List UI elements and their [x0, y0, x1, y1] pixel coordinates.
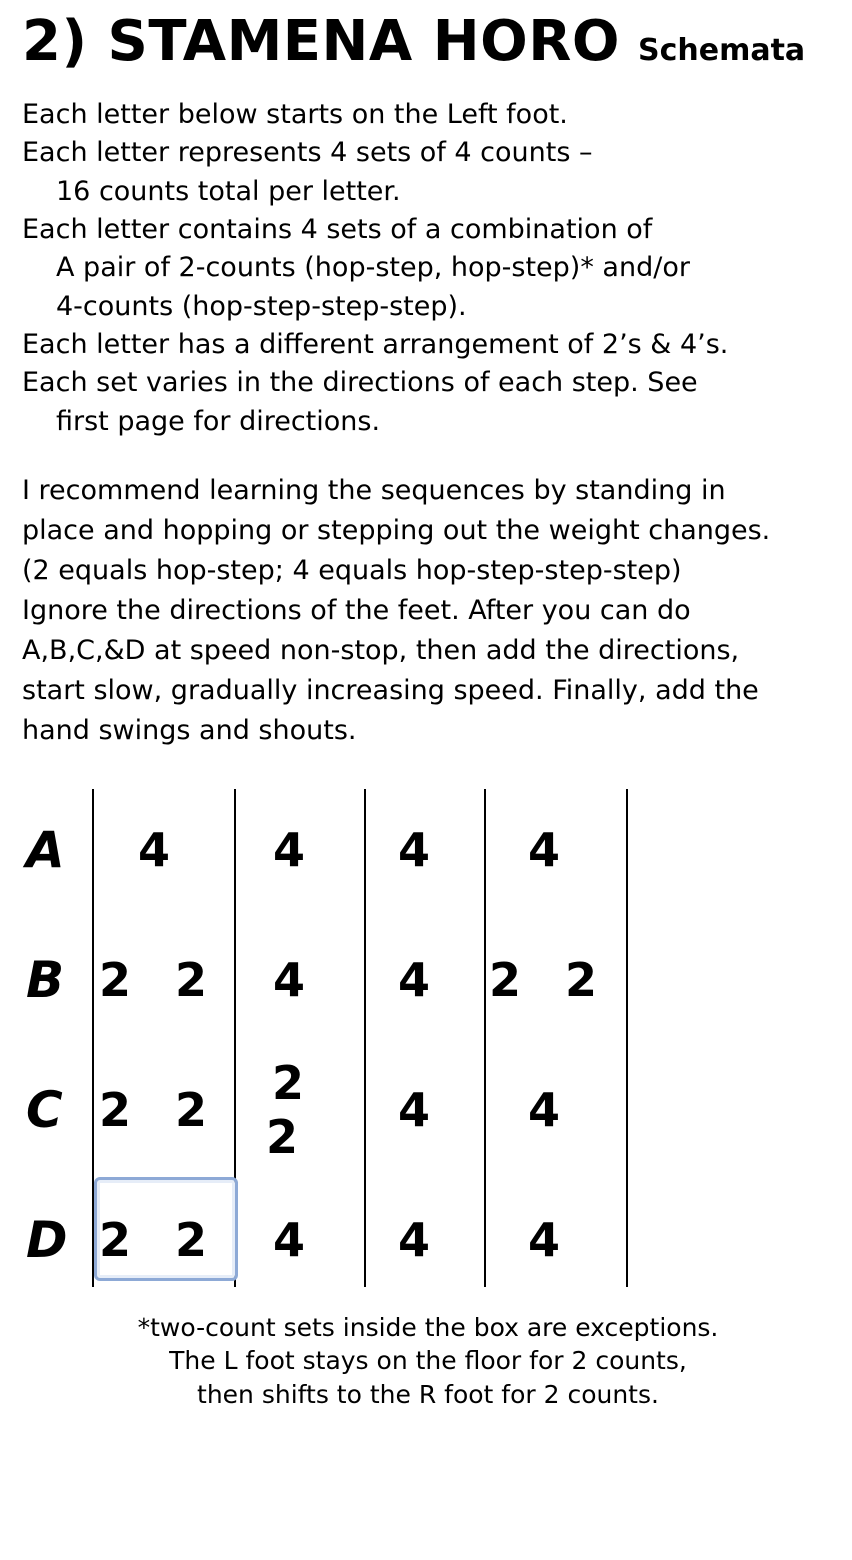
- grid-cell: [474, 823, 614, 877]
- intro-paragraph: [22, 96, 834, 441]
- grid-cell: [474, 1213, 614, 1267]
- footnote-line: The L foot stays on the floor for 2 counts,: [169, 1346, 687, 1376]
- cell-value: 2 2: [488, 952, 612, 1007]
- row-label: D: [26, 1210, 68, 1269]
- cell-value: 2 2: [98, 1212, 222, 1267]
- grid-cell: [354, 953, 474, 1007]
- cell-value: 2 2: [265, 1055, 318, 1164]
- cell-value: 4: [527, 822, 560, 877]
- title-main: 2) STAMENA HORO: [22, 9, 620, 74]
- cell-value: 4: [272, 1212, 305, 1267]
- table-row: [22, 785, 834, 915]
- intro-line: Each letter contains 4 sets of a combination of: [22, 213, 653, 245]
- cell-value: 2 2: [98, 952, 222, 1007]
- footnote-line: then shifts to the R foot for 2 counts.: [197, 1379, 659, 1409]
- intro-line: 16 counts total per letter.: [56, 175, 401, 207]
- intro-line: Each letter represents 4 sets of 4 counts –: [22, 137, 593, 169]
- intro-line: Each set varies in the directions of each step. See: [22, 367, 698, 399]
- grid-cell: [354, 1213, 474, 1267]
- intro-line: first page for directions.: [56, 405, 381, 437]
- cell-value: 4: [397, 822, 430, 877]
- table-row: [22, 1175, 834, 1305]
- intro-line: A pair of 2-counts (hop-step, hop-step)* and/or: [56, 252, 690, 284]
- intro-line: Each letter has a different arrangement of 2’s & 4’s.: [22, 328, 729, 360]
- grid-cell: [224, 823, 354, 877]
- title-subtitle: Schemata: [637, 33, 806, 68]
- advice-line: Ignore the directions of the feet. After you can do: [22, 594, 691, 626]
- advice-paragraph: [22, 471, 834, 751]
- cell-value: 4: [397, 1212, 430, 1267]
- advice-line: A,B,C,&D at speed non-stop, then add the directions,: [22, 634, 740, 666]
- table-row: [22, 915, 834, 1045]
- grid-cell: [84, 823, 224, 877]
- grid-cell: [224, 1213, 354, 1267]
- advice-line: start slow, gradually increasing speed. Finally, add the: [22, 674, 759, 706]
- cell-value: 4: [527, 1082, 560, 1137]
- advice-line: hand swings and shouts.: [22, 714, 357, 746]
- footnote: [22, 1311, 834, 1412]
- intro-line: 4-counts (hop-step-step-step).: [56, 290, 467, 322]
- cell-value: 4: [397, 1082, 430, 1137]
- cell-value: 4: [397, 952, 430, 1007]
- cell-value: 4: [272, 952, 305, 1007]
- grid-cell: [224, 1056, 354, 1164]
- advice-line: I recommend learning the sequences by standing in: [22, 474, 726, 506]
- grid-cell: [474, 1083, 614, 1137]
- grid-cell-highlighted: [84, 1213, 224, 1267]
- table-row: [22, 1045, 834, 1175]
- row-label: A: [26, 820, 65, 879]
- cell-value: 4: [272, 822, 305, 877]
- grid-cell: [354, 823, 474, 877]
- advice-line: place and hopping or stepping out the weight changes.: [22, 514, 771, 546]
- row-label: B: [26, 950, 65, 1009]
- grid-cell: [474, 953, 614, 1007]
- grid-cell: [354, 1083, 474, 1137]
- grid-cell: [84, 1083, 224, 1137]
- footnote-line: *two-count sets inside the box are exceptions.: [137, 1312, 719, 1342]
- grid-cell: [84, 953, 224, 1007]
- cell-value: 2 2: [98, 1082, 222, 1137]
- cell-value: 4: [137, 822, 170, 877]
- page-title: [22, 9, 834, 74]
- row-label: C: [26, 1080, 63, 1139]
- intro-line: Each letter below starts on the Left foot.: [22, 99, 568, 130]
- advice-line: (2 equals hop-step; 4 equals hop-step-step-step): [22, 554, 682, 586]
- grid-cell: [224, 953, 354, 1007]
- cell-value: 4: [527, 1212, 560, 1267]
- pattern-grid: [22, 785, 834, 1305]
